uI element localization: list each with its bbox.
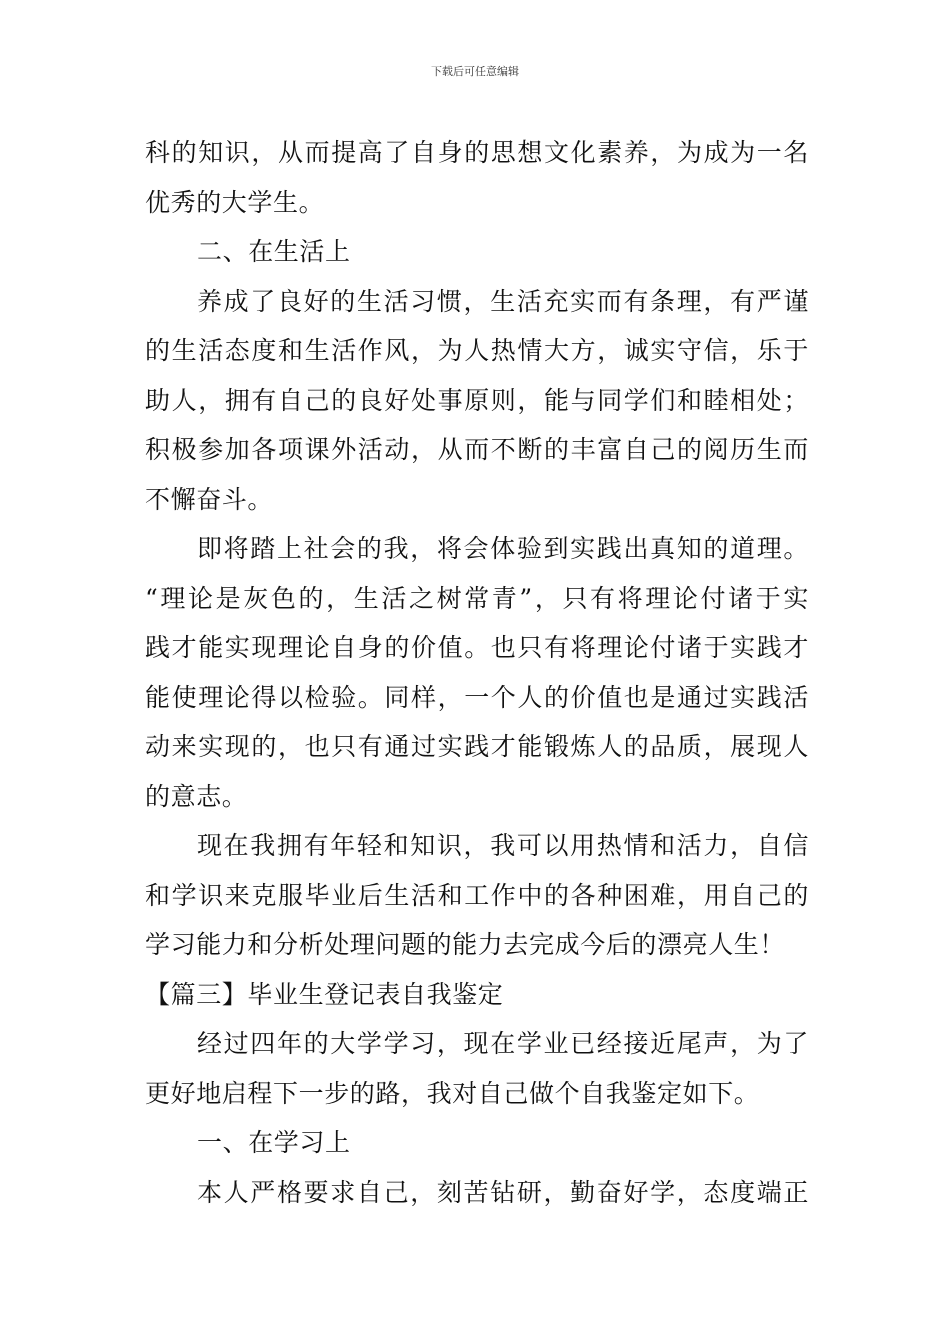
text-line: 不懈奋斗。 [145, 484, 274, 514]
text-line: 积极参加各项课外活动，从而不断的丰富自己的阅历生而 [145, 435, 809, 464]
text-line: 更好地启程下一步的路，我对自己做个自我鉴定如下。 [145, 1078, 760, 1108]
text-line: 的生活态度和生活作风，为人热情大方，诚实守信，乐于 [145, 336, 809, 365]
page-header: 下载后可任意编辑 [431, 65, 519, 78]
text-line: 养成了良好的生活习惯，生活充实而有条理，有严谨 [197, 286, 809, 316]
text-line: 助人，拥有自己的良好处事原则，能与同学们和睦相处； [145, 385, 809, 415]
text-line: 动来实现的，也只有通过实践才能锻炼人的品质，展现人 [145, 732, 809, 761]
paragraph [145, 1019, 809, 1118]
text-line: 二、在生活上 [197, 237, 351, 266]
text-line: 本人严格要求自己，刻苦钻研，勤奋好学，态度端正 [197, 1177, 809, 1207]
paragraph [145, 1168, 809, 1218]
text-line: 践才能实现理论自身的价值。也只有将理论付诸于实践才 [145, 633, 809, 662]
text-line: 的意志。 [145, 781, 248, 811]
paragraph [145, 277, 809, 525]
text-line: 经过四年的大学学习，现在学业已经接近尾声，为了 [197, 1029, 809, 1058]
paragraph [145, 821, 809, 970]
section-title-part-three [145, 970, 809, 1020]
text-line: 学习能力和分析处理问题的能力去完成今后的漂亮人生！ [145, 930, 786, 959]
text-line: 科的知识，从而提高了自身的思想文化素养，为成为一名 [145, 138, 809, 167]
paragraph [145, 128, 809, 227]
text-line: 优秀的大学生。 [145, 187, 325, 217]
section-heading-study [145, 1118, 809, 1168]
text-line: 和学识来克服毕业后生活和工作中的各种困难，用自己的 [145, 880, 809, 910]
section-heading-life [145, 227, 809, 277]
text-line: 即将踏上社会的我，将会体验到实践出真知的道理。 [197, 534, 809, 563]
text-line: 现在我拥有年轻和知识，我可以用热情和活力，自信 [197, 831, 809, 860]
paragraph [145, 524, 809, 821]
text-line: 能使理论得以检验。同样，一个人的价值也是通过实践活 [145, 682, 809, 712]
document-body [145, 128, 809, 1217]
text-line: 一、在学习上 [197, 1128, 351, 1157]
text-line: “理论是灰色的，生活之树常青”，只有将理论付诸于实 [145, 583, 809, 613]
text-line: 【篇三】毕业生登记表自我鉴定 [145, 979, 504, 1009]
